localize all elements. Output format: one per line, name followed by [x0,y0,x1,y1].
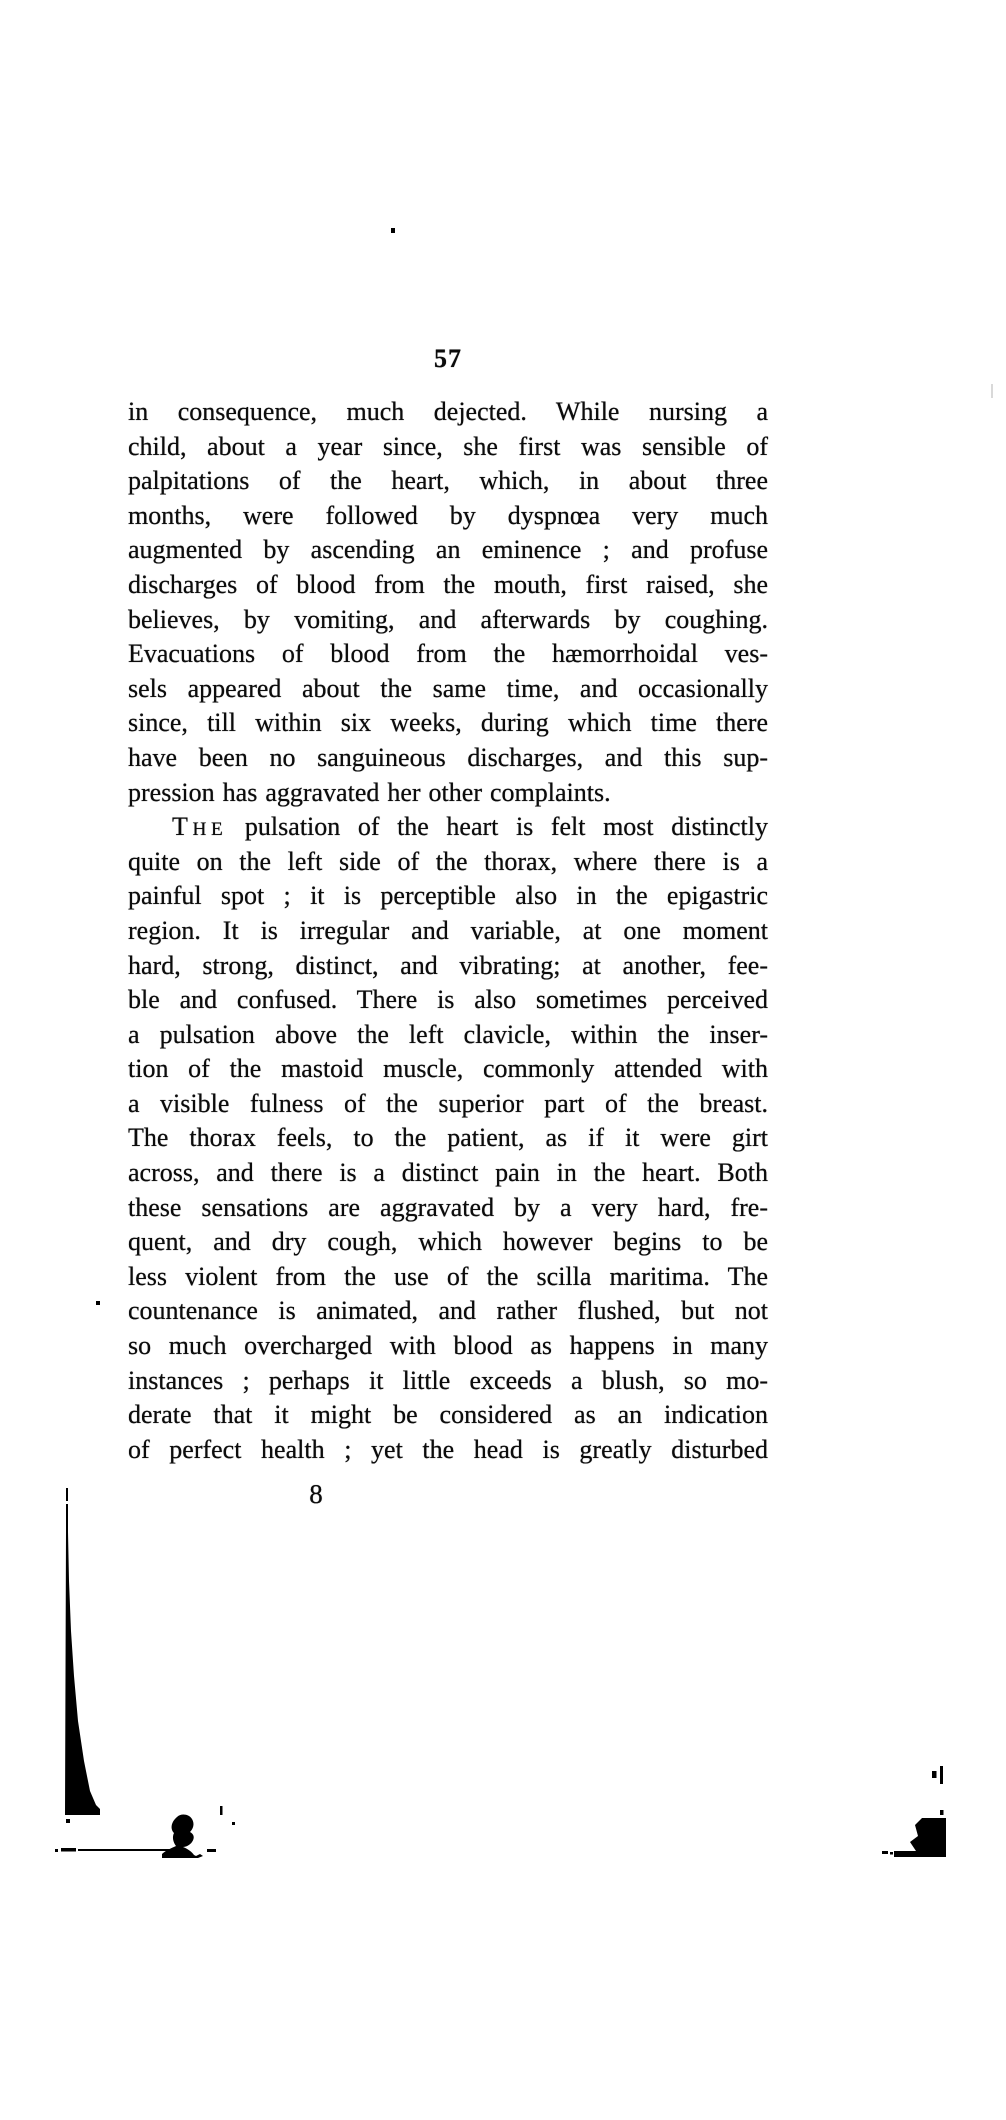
text-line: instances ; perhaps it little exceeds a blush, so mo- [128,1365,768,1395]
text-line [128,810,768,845]
text-line: a pulsation above the left clavicle, within the inser- [128,1019,768,1049]
text-line: tion of the mastoid muscle, commonly attended with [128,1054,768,1084]
ink-blot-and-dash-line [50,1798,240,1860]
ink-wedge-artifact [58,1486,106,1828]
text-line: less violent from the use of the scilla maritima. The [128,1261,768,1291]
text-line: so much overcharged with blood as happens in many [128,1331,768,1361]
text-line: these sensations are aggravated by a very hard, fre- [128,1192,768,1222]
text-line: sels appeared about the same time, and occasionally [128,673,768,703]
text-line: since, till within six weeks, during which time there [128,708,768,738]
text-line: have been no sanguineous discharges, and this sup- [128,742,768,772]
text-line: pression has aggravated her other complaints. [128,777,611,807]
text-line: ble and confused. There is also sometimes perceived [128,985,768,1015]
text-line: quent, and dry cough, which however begins to be [128,1227,768,1257]
text-line: Evacuations of blood from the hæmorrhoidal ves- [128,639,768,669]
text-line: a visible fulness of the superior part of the breast. [128,1088,768,1118]
text-line: region. It is irregular and variable, at one moment [128,915,768,945]
line-text: pulsation of the heart is felt most distinctly [227,812,768,842]
scanner-line-artifact [991,384,993,398]
text-line: derate that it might be considered as an indication [128,1400,768,1430]
text-line: palpitations of the heart, which, in about three [128,466,768,496]
text-line: hard, strong, distinct, and vibrating; at another, fee- [128,950,768,980]
text-line: quite on the left side of the thorax, where there is a [128,846,768,876]
text-line: child, about a year since, she first was sensible of [128,431,768,461]
smallcaps-initial: T [172,812,191,842]
text-line: painful spot ; it is perceptible also in the epigastric [128,881,768,911]
signature-mark: 8 [309,1479,323,1509]
text-line: believes, by vomiting, and afterwards by coughing. [128,604,768,634]
text-line: across, and there is a distinct pain in the heart. Both [128,1158,768,1188]
page-number: 57 [434,344,462,373]
ink-speck-margin [96,1301,100,1305]
text-line: months, were followed by dyspnœa very much [128,500,768,530]
ink-speck-top [391,228,395,233]
ink-blob-right [880,1762,1006,1860]
text-line: in consequence, much dejected. While nursing a [128,397,768,426]
smallcaps-letters: HE [192,819,228,841]
body-text [128,395,768,1467]
text-line: discharges of blood from the mouth, first raised, she [128,569,768,599]
text-line: The thorax feels, to the patient, as if it were girt [128,1123,768,1153]
text-line: countenance is animated, and rather flushed, but not [128,1296,768,1326]
text-line: of perfect health ; yet the head is greatly disturbed [128,1434,768,1464]
text-line: augmented by ascending an eminence ; and profuse [128,535,768,565]
